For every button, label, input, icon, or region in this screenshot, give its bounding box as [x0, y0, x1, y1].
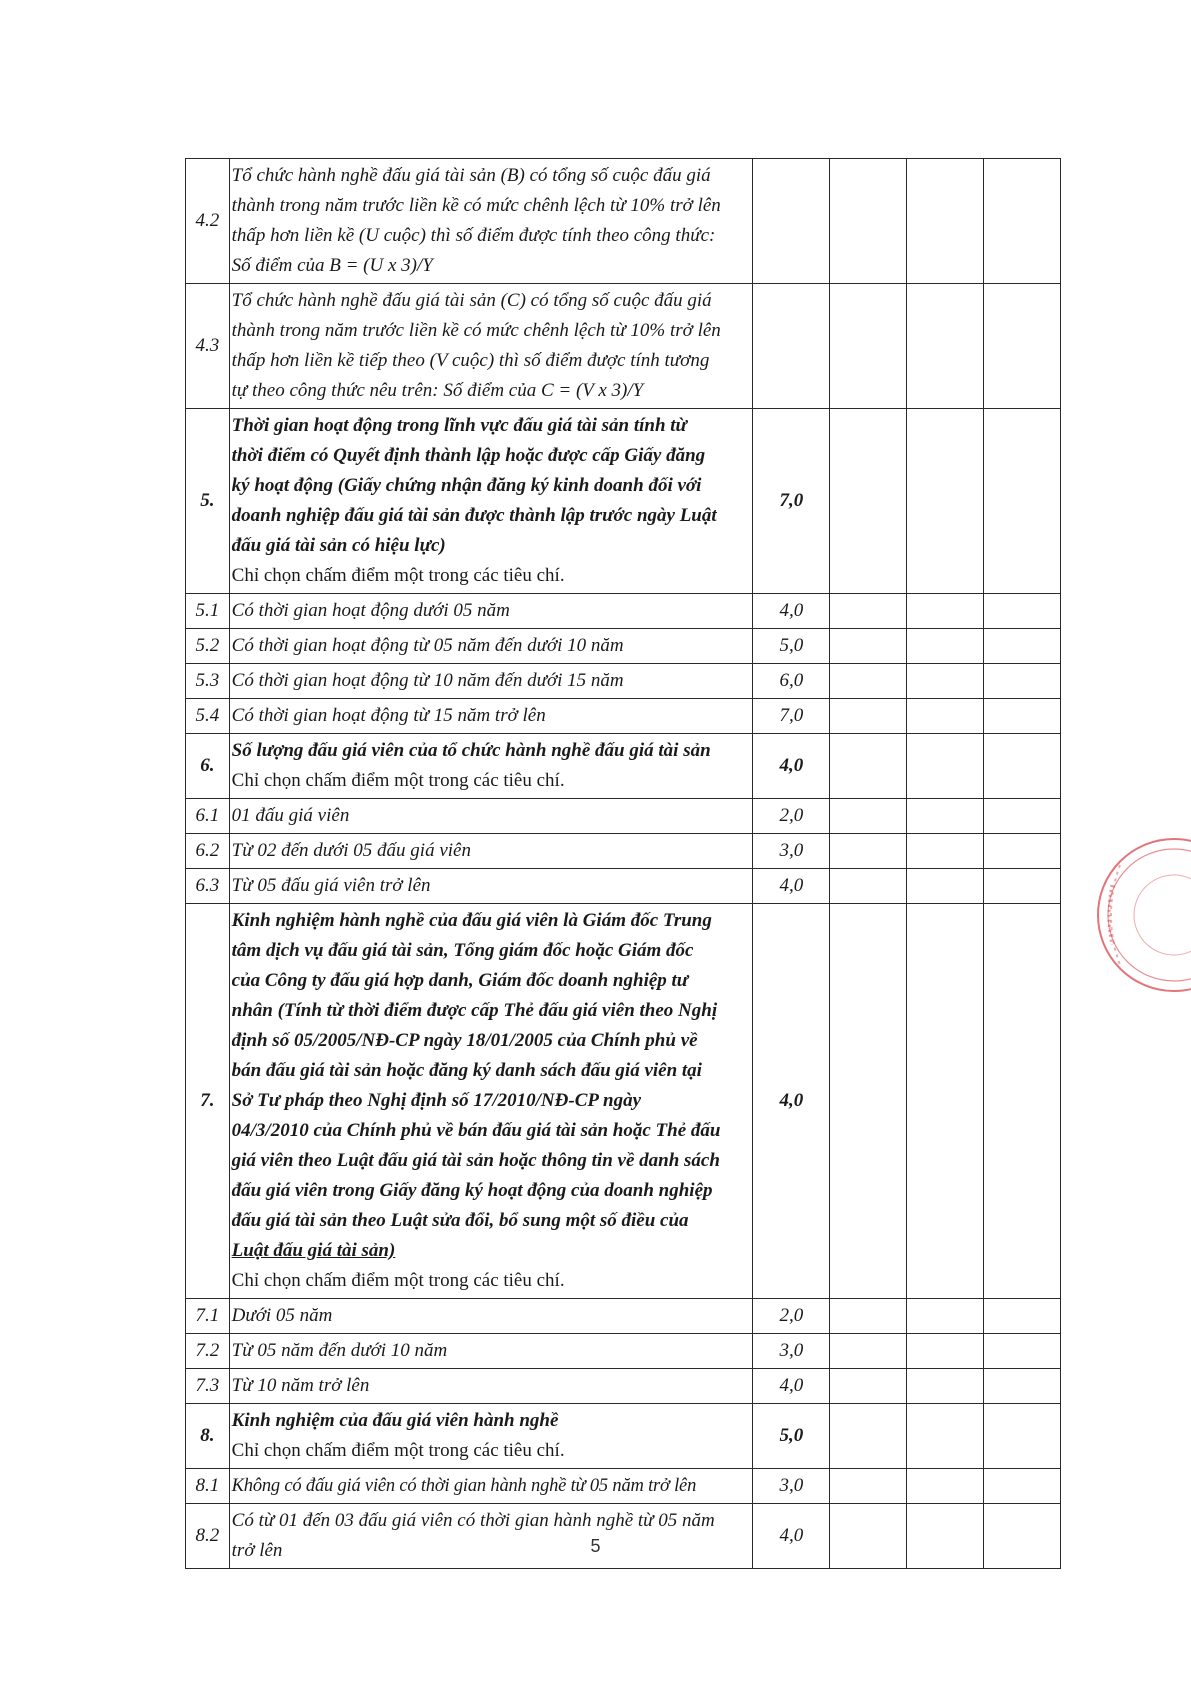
blank-cell — [830, 834, 907, 869]
row-number: 4.3 — [186, 284, 230, 409]
row-points: 4,0 — [753, 594, 830, 629]
scoring-table — [185, 158, 1061, 1569]
blank-cell — [984, 1369, 1061, 1404]
row-points: 3,0 — [753, 1334, 830, 1369]
blank-cell — [984, 409, 1061, 594]
row-description: Từ 05 năm đến dưới 10 năm — [229, 1334, 753, 1369]
row-number: 8.1 — [186, 1469, 230, 1504]
row-description: Kinh nghiệm của đấu giá viên hành nghề Chỉ chọn chấm điểm một trong các tiêu chí. — [229, 1404, 753, 1469]
blank-cell — [907, 1369, 984, 1404]
blank-cell — [984, 834, 1061, 869]
blank-cell — [984, 904, 1061, 1299]
row-description: Có thời gian hoạt động dưới 05 năm — [229, 594, 753, 629]
blank-cell — [830, 1369, 907, 1404]
row-description: Từ 05 đấu giá viên trở lên — [229, 869, 753, 904]
table-row — [186, 1334, 1061, 1369]
row-description: Có thời gian hoạt động từ 10 năm đến dưới 15 năm — [229, 664, 753, 699]
row-points: 4,0 — [753, 869, 830, 904]
row-number: 6. — [186, 734, 230, 799]
blank-cell — [907, 699, 984, 734]
row-description: Từ 10 năm trở lên — [229, 1369, 753, 1404]
row-points: 7,0 — [753, 409, 830, 594]
row-number: 6.1 — [186, 799, 230, 834]
row-number: 7.3 — [186, 1369, 230, 1404]
table-row — [186, 1469, 1061, 1504]
row-note: Chỉ chọn chấm điểm một trong các tiêu chí. — [231, 1270, 565, 1291]
blank-cell — [830, 1299, 907, 1334]
table-row-heading — [186, 904, 1061, 1299]
blank-cell — [984, 159, 1061, 284]
table-row-heading — [186, 734, 1061, 799]
page-number: 5 — [590, 1536, 601, 1556]
blank-cell — [907, 159, 984, 284]
blank-cell — [984, 629, 1061, 664]
blank-cell — [907, 799, 984, 834]
blank-cell — [907, 834, 984, 869]
row-points: 3,0 — [753, 1469, 830, 1504]
row-points: 4,0 — [753, 904, 830, 1299]
red-seal-stamp-icon — [1062, 825, 1191, 1005]
row-description: Kinh nghiệm hành nghề của đấu giá viên là Giám đốc Trung tâm dịch vụ đấu giá tài sản, Tổng giám đốc hoặc Giám đốc của Công ty đấu giá hợp danh, Giám đốc doanh nghiệp tư nhân (Tính từ thời điểm được cấp Thẻ đấu giá viên theo Nghị định số 05/2005/NĐ-CP ngày 18/01/2005 của Chính phủ về bán đấu giá tài sản hoặc đăng ký danh sách đấu giá viên tại Sở Tư pháp theo Nghị định số 17/2010/NĐ-CP ngày 04/3/2010 của Chính phủ về bán đấu giá tài sản hoặc Thẻ đấu giá viên theo Luật đấu giá tài sản hoặc thông tin về danh sách đấu giá viên trong Giấy đăng ký hoạt động của doanh nghiệp đấu giá tài sản theo Luật sửa đổi, bổ sung một số điều của Luật đấu giá tài sản) Chỉ chọn chấm điểm một trong các tiêu chí. — [229, 904, 753, 1299]
row-number: 7.1 — [186, 1299, 230, 1334]
row-number: 5.1 — [186, 594, 230, 629]
blank-cell — [907, 1299, 984, 1334]
row-description: Tổ chức hành nghề đấu giá tài sản (B) có tổng số cuộc đấu giá thành trong năm trước liền kề có mức chênh lệch từ 10% trở lên thấp hơn liền kề (U cuộc) thì số điểm được tính theo công thức: Số điểm của B = (U x 3)/Y — [229, 159, 753, 284]
row-number: 7.2 — [186, 1334, 230, 1369]
blank-cell — [830, 869, 907, 904]
blank-cell — [830, 664, 907, 699]
blank-cell — [907, 1469, 984, 1504]
blank-cell — [907, 869, 984, 904]
blank-cell — [830, 699, 907, 734]
blank-cell — [907, 594, 984, 629]
row-points: 4,0 — [753, 1504, 830, 1569]
row-points — [753, 159, 830, 284]
blank-cell — [830, 1404, 907, 1469]
blank-cell — [907, 284, 984, 409]
blank-cell — [830, 1469, 907, 1504]
blank-cell — [830, 629, 907, 664]
table-row — [186, 834, 1061, 869]
blank-cell — [830, 1334, 907, 1369]
row-number: 8.2 — [186, 1504, 230, 1569]
table-row — [186, 869, 1061, 904]
blank-cell — [907, 734, 984, 799]
table-row — [186, 284, 1061, 409]
table-row-heading — [186, 1404, 1061, 1469]
table-row — [186, 699, 1061, 734]
blank-cell — [830, 284, 907, 409]
row-points: 5,0 — [753, 1404, 830, 1469]
blank-cell — [830, 594, 907, 629]
table-row — [186, 629, 1061, 664]
table-row — [186, 1369, 1061, 1404]
row-number: 8. — [186, 1404, 230, 1469]
blank-cell — [984, 1469, 1061, 1504]
table-row-heading — [186, 409, 1061, 594]
table-row — [186, 1299, 1061, 1334]
blank-cell — [907, 1404, 984, 1469]
row-points: 2,0 — [753, 799, 830, 834]
blank-cell — [830, 159, 907, 284]
blank-cell — [984, 1299, 1061, 1334]
row-description: Từ 02 đến dưới 05 đấu giá viên — [229, 834, 753, 869]
blank-cell — [907, 409, 984, 594]
blank-cell — [984, 284, 1061, 409]
blank-cell — [984, 664, 1061, 699]
row-description: Dưới 05 năm — [229, 1299, 753, 1334]
blank-cell — [907, 1334, 984, 1369]
row-number: 6.3 — [186, 869, 230, 904]
row-description: Thời gian hoạt động trong lĩnh vực đấu giá tài sản tính từ thời điểm có Quyết định thành lập hoặc được cấp Giấy đăng ký hoạt động (Giấy chứng nhận đăng ký kinh doanh đối với doanh nghiệp đấu giá tài sản được thành lập trước ngày Luật đấu giá tài sản có hiệu lực) Chỉ chọn chấm điểm một trong các tiêu chí. — [229, 409, 753, 594]
row-number: 7. — [186, 904, 230, 1299]
row-number: 4.2 — [186, 159, 230, 284]
blank-cell — [984, 594, 1061, 629]
blank-cell — [830, 904, 907, 1299]
blank-cell — [984, 699, 1061, 734]
row-description: Số lượng đấu giá viên của tổ chức hành nghề đấu giá tài sản Chỉ chọn chấm điểm một trong các tiêu chí. — [229, 734, 753, 799]
blank-cell — [907, 664, 984, 699]
table-row — [186, 799, 1061, 834]
blank-cell — [830, 734, 907, 799]
blank-cell — [830, 799, 907, 834]
blank-cell — [984, 799, 1061, 834]
row-points: 7,0 — [753, 699, 830, 734]
table-row — [186, 664, 1061, 699]
row-description: Tổ chức hành nghề đấu giá tài sản (C) có tổng số cuộc đấu giá thành trong năm trước liền kề có mức chênh lệch từ 10% trở lên thấp hơn liền kề tiếp theo (V cuộc) thì số điểm được tính tương tự theo công thức nêu trên: Số điểm của C = (V x 3)/Y — [229, 284, 753, 409]
row-points: 3,0 — [753, 834, 830, 869]
row-points: 5,0 — [753, 629, 830, 664]
table-row — [186, 159, 1061, 284]
row-description: 01 đấu giá viên — [229, 799, 753, 834]
row-number: 6.2 — [186, 834, 230, 869]
row-description: Có từ 01 đến 03 đấu giá viên có thời gian hành nghề từ 05 năm trở lên — [229, 1504, 753, 1569]
row-points: 2,0 — [753, 1299, 830, 1334]
row-points — [753, 284, 830, 409]
blank-cell — [984, 1404, 1061, 1469]
row-description: Không có đấu giá viên có thời gian hành nghề từ 05 năm trở lên — [229, 1469, 753, 1504]
row-number: 5.3 — [186, 664, 230, 699]
row-number: 5.2 — [186, 629, 230, 664]
row-points: 4,0 — [753, 1369, 830, 1404]
row-points: 6,0 — [753, 664, 830, 699]
row-number: 5.4 — [186, 699, 230, 734]
blank-cell — [984, 1334, 1061, 1369]
row-note: Chỉ chọn chấm điểm một trong các tiêu chí. — [231, 770, 565, 791]
row-description: Có thời gian hoạt động từ 15 năm trở lên — [229, 699, 753, 734]
row-description: Có thời gian hoạt động từ 05 năm đến dưới 10 năm — [229, 629, 753, 664]
blank-cell — [907, 904, 984, 1299]
table-row — [186, 594, 1061, 629]
blank-cell — [907, 629, 984, 664]
row-note: Chỉ chọn chấm điểm một trong các tiêu chí. — [231, 565, 565, 586]
row-points: 4,0 — [753, 734, 830, 799]
row-note: Chỉ chọn chấm điểm một trong các tiêu chí. — [231, 1440, 565, 1461]
blank-cell — [984, 734, 1061, 799]
row-number: 5. — [186, 409, 230, 594]
blank-cell — [830, 409, 907, 594]
blank-cell — [984, 869, 1061, 904]
